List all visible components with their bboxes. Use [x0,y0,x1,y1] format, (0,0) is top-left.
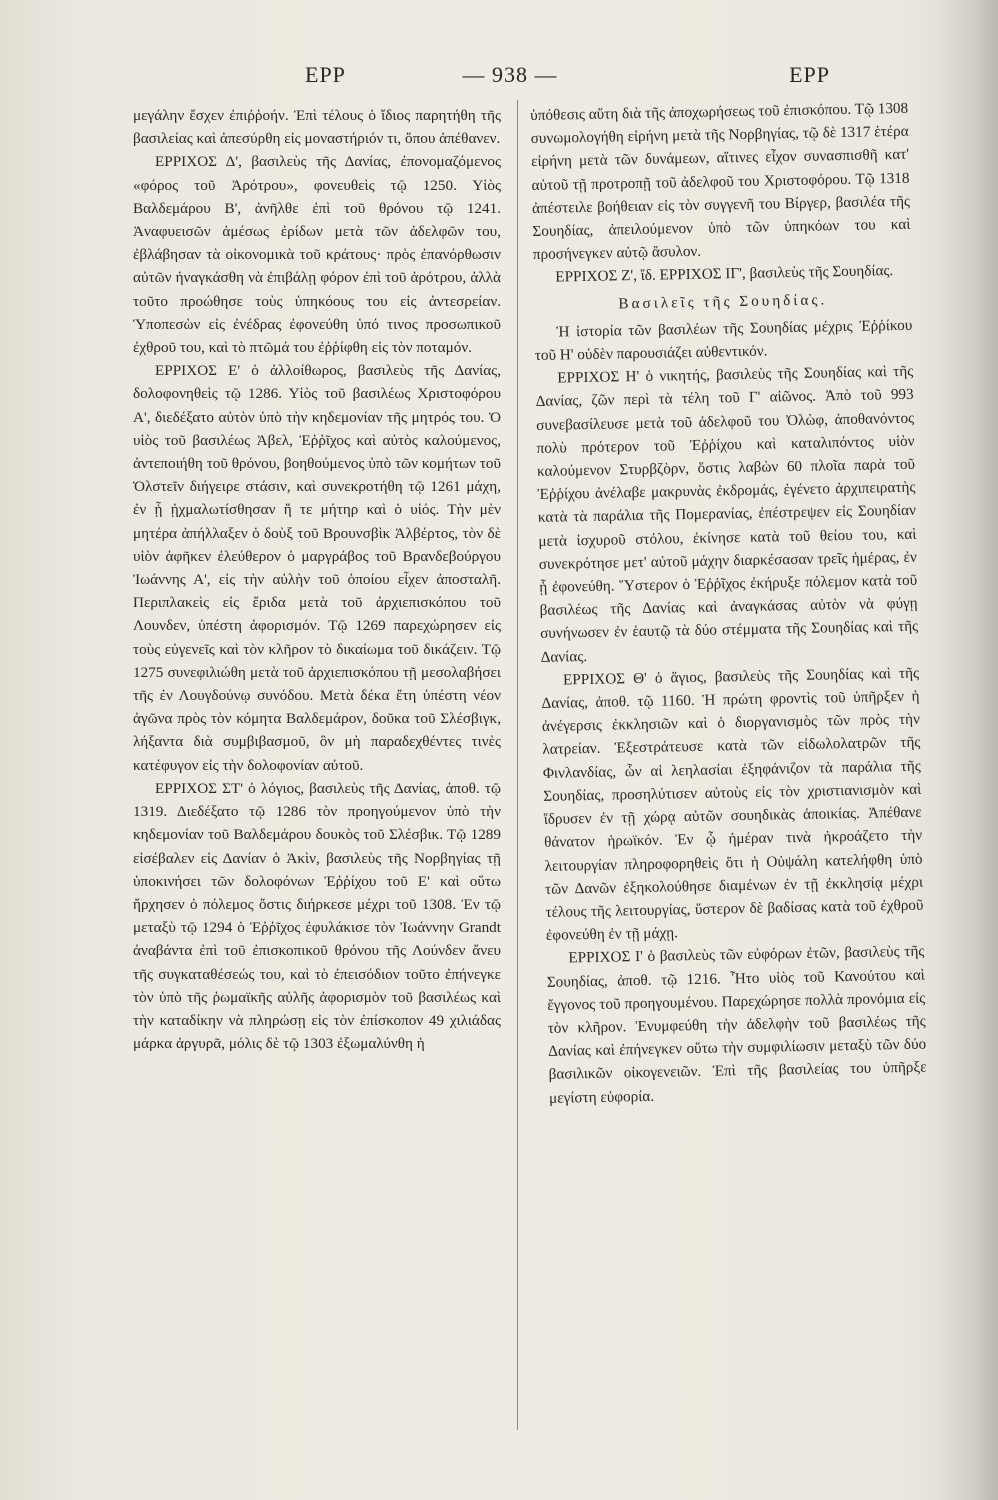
paragraph: Ἡ ἱστορία τῶν βασιλέων τῆς Σουηδίας μέχρις Ἐῤῥίκου τοῦ Η' οὐδὲν παρουσιάζει αὐθεντικόν. [534,316,913,364]
header-right-word: ΕΡΡ [789,62,830,87]
page-number: — 938 — [462,62,558,87]
paragraph: ὑπόθεσις αὕτη διὰ τῆς ἀποχωρήσεως τοῦ ἐπισκόπου. Τῷ 1308 συνωμολογήθη εἰρήνη μετὰ τῆς Νορβηγίας, τῷ δὲ 1317 ἑτέρα εἰρήνη μετὰ τῶν δυνάμεων, αἵτινες εἶχον συνασπισθῆ κατ' αὐτοῦ τῇ προτροπῇ τοῦ ἀδελφοῦ του Χριστοφόρου. Τῷ 1318 ἀπέστειλε βοήθειαν εἰς τὸν συγγενῆ του Βίργερ, βασιλέα τῆς Σουηδίας, ἀπειλούμενον ὑπὸ τῶν ὑπηκόων του καὶ προσήνεγκεν αὐτῷ ἄσυλον. [530,99,911,264]
paragraph: ΕΡΡΙΧΟΣ ΣΤ' ὁ λόγιος, βασιλεὺς τῆς Δανίας, ἀποθ. τῷ 1319. Διεδέξατο τῷ 1286 τὸν προηγούμενον ὑπὸ τὴν κηδεμονίαν τοῦ Βαλδεμάρου δουκὸς τοῦ Σλέσβικ. Τῷ 1289 εἰσέβαλεν εἰς Δανίαν ὁ Ἀκὶν, βασιλεὺς τῆς Νορβηγίας τῇ ὑποκινήσει τῶν δολοφόνων Ἐῤῥίχου τοῦ Ε' καὶ οὕτω ἤρχησεν ὁ πόλεμος ὅστις διήρκεσε μέχρι τοῦ 1308. Ἐν τῷ μεταξὺ τῷ 1294 ὁ Ἐῤῥῖχος ἐφυλάκισε τὸν Ἰωάννην Grandt ἀναβάντα ἐπὶ τοῦ ἐπισκοπικοῦ θρόνου τῆς Λούνδεν ἄνευ τῆς συγκαταθέσεώς του, καὶ τὸ ἐπεισόδιον τοῦτο ἐπήνεγκε τὸν ὑπὸ τῆς ῥωμαϊκῆς αὐλῆς ἀφορισμὸν τοῦ βασιλέως καὶ τὴν καταδίκην νὰ πληρώσῃ εἰς τὸν ἐπίσκοπον 49 χιλιάδας μάρκα ἀργυρᾶ, μόλις δὲ τῷ 1303 ἐξωμαλύνθη ἡ [133,779,501,1053]
page-edge-shadow [936,0,998,1500]
paragraph: ΕΡΡΙΧΟΣ Η' ὁ νικητής, βασιλεὺς τῆς Σουηδίας καὶ τῆς Δανίας, ζῶν περὶ τὰ τέλη τοῦ Γ' αἰῶνος. Ἀπὸ τοῦ 993 συνεβασίλευσε μετὰ τοῦ ἀδελφοῦ του Ὀλὼφ, ἀποθανόντος πολὺ πρότερον τοῦ Ἐῤῥίχου καὶ καταλιπόντος υἱὸν καλούμενον Στυρβζὸρν, ὅστις λαβὼν 60 πλοῖα παρὰ τοῦ Ἐῤῥίχου ἀνέλαβε μακρυνὰς ἐκδρομάς, ἐγένετο ἀρχιπειρατὴς κατὰ τὰ παράλια τῆς Πομερανίας, ἐπέστρεψεν εἰς Σουηδίαν μετὰ ἰσχυροῦ στόλου, ἐκίνησε κατὰ τοῦ θείου του, καὶ συνεκρότησε μετ' αὐτοῦ μάχην διαρκέσασαν τρεῖς ἡμέρας, ἐν ᾗ ἐφονεύθη. Ὕστερον ὁ Ἐῤῥῖχος ἐκήρυξε πόλεμον κατὰ τοῦ βασιλέως τῆς Δανίας καὶ ἀναγκάσας αὐτὸν νὰ φύγῃ συνήνωσεν ἐν ἑαυτῷ τὰ δύο στέμματα τῆς Σουηδίας καὶ τῆς Δανίας. [535,362,919,666]
paragraph: ΕΡΡΙΧΟΣ Θ' ὁ ἅγιος, βασιλεὺς τῆς Σουηδίας καὶ τῆς Δανίας, ἀποθ. τῷ 1160. Ἡ πρώτη φροντὶς τοῦ ὑπῆρξεν ἡ ἀνέγερσις ἐκκλησιῶν καὶ ὁ διοργανισμὸς τῶν πρὸς τὴν λατρείαν. Ἐξεστράτευσε κατὰ τῶν εἰδωλολατρῶν τῆς Φινλανδίας, ὧν αἱ λεηλασίαι ἐξηφάνιζον τὰ παράλια τῆς Σουηδίας, προσηλύτισεν αὐτοὺς εἰς τὸν χριστιανισμὸν καὶ ἵδρυσεν ἐν τῇ χώρᾳ αὐτῶν σουηδικὰς ἀποικίας. Ἀπέθανε θάνατον ἡρωϊκόν. Ἐν ᾧ ἡμέραν τινὰ ἠκροάζετο τὴν λειτουργίαν πληροφορηθεὶς ὅτι ἡ Οὐψάλη κατελήφθη ὑπὸ τῶν Δανῶν ἐξηκολούθησε διαμένων ἐν τῇ ἐκκλησίᾳ μέχρι τέλους τῆς λειτουργίας, ὕστερον δὲ βαδίσας κατὰ τοῦ ἐχθροῦ ἐφονεύθη ἐν τῇ μάχῃ. [541,664,924,944]
paragraph: ΕΡΡΙΧΟΣ Ζ', ἴδ. ΕΡΡΙΧΟΣ ΙΓ', βασιλεὺς τῆς Σουηδίας. [555,262,894,286]
header-left-word: ΕΡΡ [305,62,346,87]
left-column [133,104,501,1055]
paragraph: ΕΡΡΙΧΟΣ Ε' ὁ ἀλλοίθωρος, βασιλεὺς τῆς Δανίας, δολοφονηθεὶς τῷ 1286. Υἱὸς τοῦ βασιλέως Χριστοφόρου Α', διεδέξατο αὐτὸν ὑπὸ τὴν κηδεμονίαν τῆς μητρός του. Ὁ υἱὸς τοῦ βασιλέως Ἀβελ, Ἐῤῥῖχος καὶ αὐτὸς καλούμενος, ἀντεποιήθη τοῦ θρόνου, βοηθούμενος ὑπὸ τῶν κομήτων τοῦ Ὁλστεῖν διήγειρε στάσιν, καὶ συνεκροτήθη τῷ 1261 μάχη, ἐν ᾗ ᾐχμαλωτίσθησαν ἥ τε μήτηρ καὶ ὁ υἱός. Τὴν μὲν μητέρα ἀπήλλαξεν ὁ δοὺξ τοῦ Βρουνσβὶκ Ἀλβέρτος, τὸν δὲ υἱὸν ἀφῆκεν ἐλεύθερον ὁ μαργράβος τοῦ Βρανδεβούργου Ἰωάννης Α', εἰς τὴν αὐλὴν τοῦ ὁποίου εἶχεν ἀποσταλῆ. Περιπλακεὶς εἰς ἔριδα μετὰ τοῦ ἀρχιεπισκόπου τοῦ Λουνδεν, ὑπέστη ἀφορισμόν. Τῷ 1269 παρεχώρησεν εἰς τοὺς εὐγενεῖς καὶ τὸν κλῆρον τὸ δικαίωμα τοῦ δικάζειν. Τῷ 1275 συνεφιλιώθη μετὰ τοῦ ἀρχιεπισκόπου τῇ μεσολαβήσει τῆς ἐν Λουγδούνῳ συνόδου. Μετὰ δέκα ἔτη ὑπέστη νέον ἀγῶνα πρὸς τὸν κόμητα Βαλδεμάρον, δοῦκα τοῦ Σλέσβιγκ, λήξαντα διὰ συμβιβασμοῦ, ὃν μὴ παραδεχθέντες τινὲς κατέφυγον εἰς τὴν δολοφονίαν αὐτοῦ. [133,362,501,774]
column-divider [517,100,518,1430]
paragraph: μεγάλην ἔσχεν ἐπιῤῥοήν. Ἐπὶ τέλους ὁ ἴδιος παρητήθη τῆς βασιλείας καὶ ἀπεσύρθη εἰς μοναστήριόν τι, ὅπου ἀπέθανεν. [133,107,501,148]
paragraph: ΕΡΡΙΧΟΣ Ι' ὁ βασιλεὺς τῶν εὐφόρων ἐτῶν, βασιλεὺς τῆς Σουηδίας, ἀποθ. τῷ 1216. Ἦτο υἱὸς τοῦ Κανούτου καὶ ἔγγονος τοῦ προηγουμένου. Παρεχώρησε πολλὰ προνόμια εἰς τὸν κλῆρον. Ἐνυμφεύθη τὴν ἀδελφὴν τοῦ βασιλέως τῆς Δανίας καὶ ἐπήνεγκεν οὕτω τὴν συμφιλίωσιν μεταξὺ τῶν δύο βασιλικῶν οἰκογενειῶν. Ἐπὶ τῆς βασιλείας του ὑπῆρξε μεγίστη εὐφορία. [546,942,927,1107]
running-header [110,62,910,92]
right-column [530,97,927,1110]
paragraph: ΕΡΡΙΧΟΣ Δ', βασιλεὺς τῆς Δανίας, ἐπονομαζόμενος «φόρος τοῦ Ἀρότρου», φονευθεὶς τῷ 1250. Υἱὸς Βαλδεμάρου Β', ἀνῆλθε ἐπὶ τοῦ θρόνου τῷ 1241. Ἀναφυεισῶν ἀμέσως ἐρίδων μετὰ τῶν ἀδελφῶν του, ἐβλάβησαν τὰ οἰκονομικὰ τοῦ κράτους· πρὸς ἐπανόρθωσιν αὐτῶν ἠναγκάσθη νὰ ἐπιβάλῃ φόρον ἐπὶ τοῦ ἀρότρου, ἀλλὰ τοῦτο προώθησε τοὺς ὑπηκόους του εἰς ἀντεσρείαν. Ὑποπεσὼν εἰς ἐνέδρας ἐφονεύθη ὑπό τινος προσωπικοῦ ἐχθροῦ του, καὶ τὸ πτῶμά του ἐῤῥίφθη εἰς τὸν ποταμόν. [133,153,501,357]
section-heading: Βασιλεῖς τῆς Σουηδίας. [618,290,828,312]
